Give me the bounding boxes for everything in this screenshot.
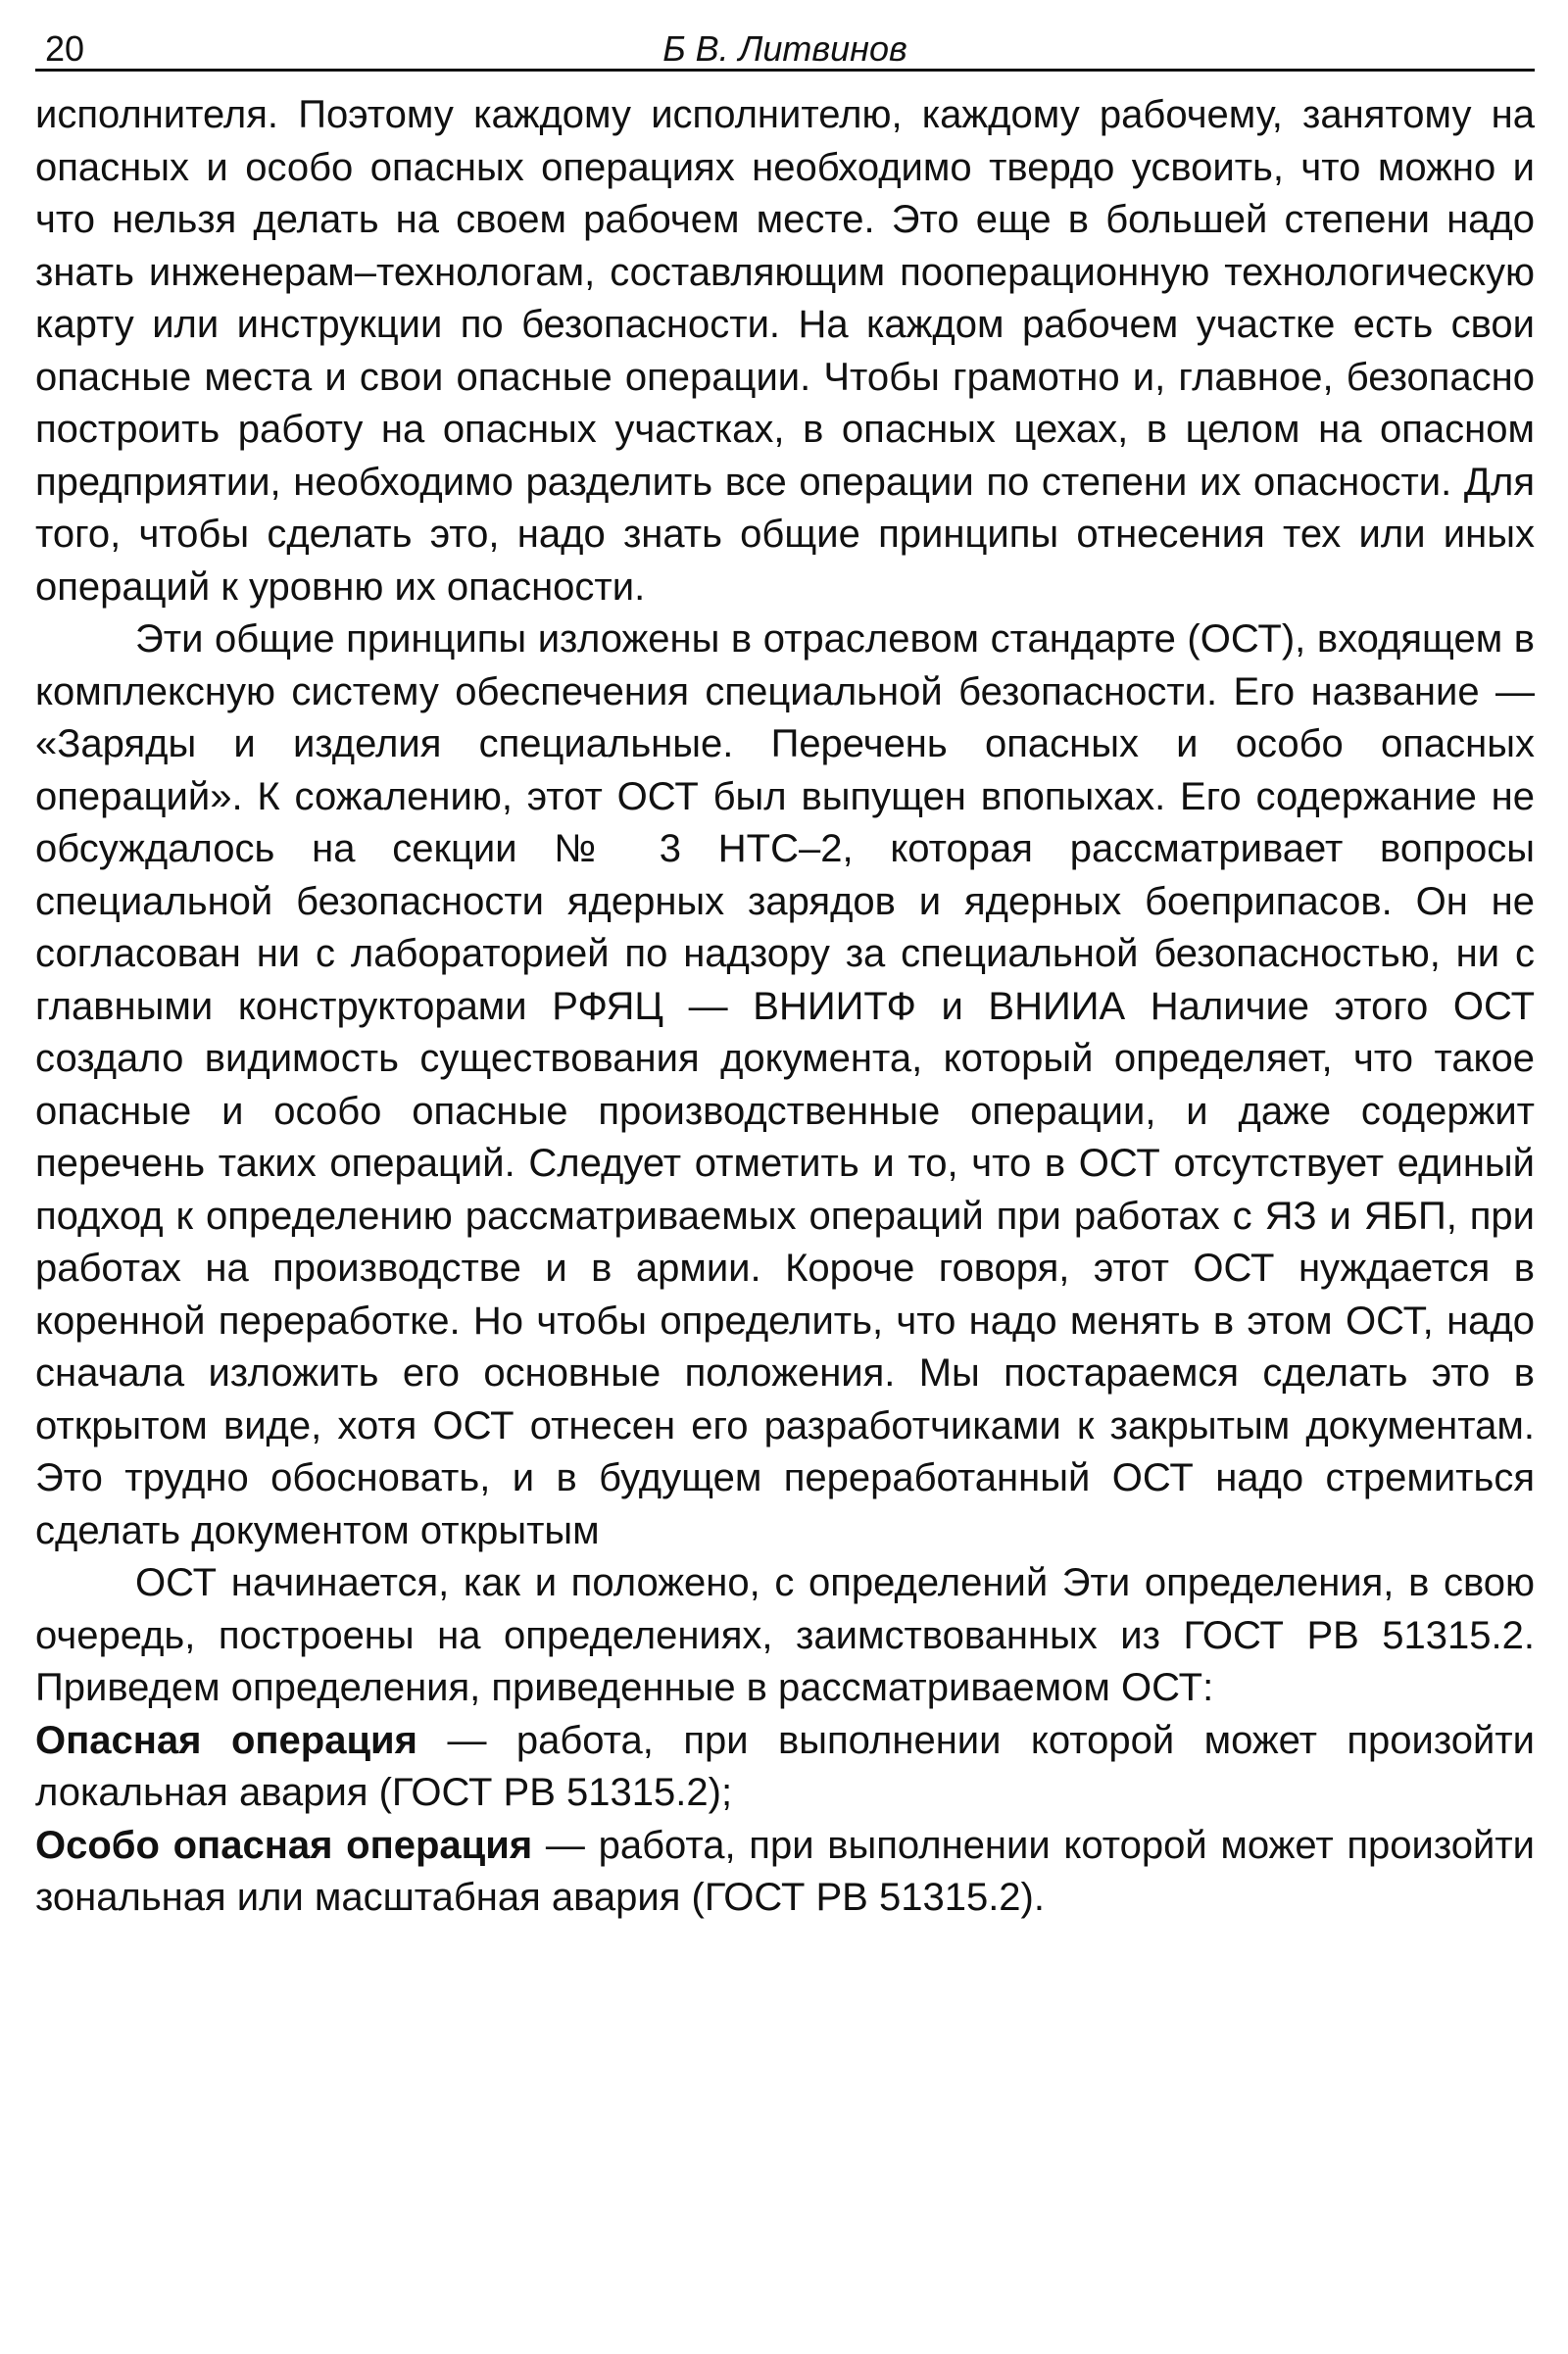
definition-term: Особо опасная операция <box>35 1823 533 1867</box>
definition-text: — работа, при выполнении которой может произойти зональная или масштабная авария (ГОСТ РВ 51315.2). <box>35 1823 1536 1919</box>
paragraph-ost-definitions: ОСТ начинается, как и положено, с определений Эти определения, в свою очередь, построены на определениях, заимствованных из ГОСТ РВ 51315.2. Приведем определения, приведенные в рассматриваемом ОСТ: <box>35 1561 1535 1709</box>
running-head <box>35 22 1535 72</box>
paragraph-continuation: исполнителя. Поэтому каждому исполнителю, каждому рабочему, занятому на опасных и особо опасных операциях необходимо твердо усвоить, что можно и что нельзя делать на своем рабочем месте. Это еще в большей степени надо знать инженерам–технологам, составляющим пооперационную технологическую карту или инструкции по безопасности. На каждом рабочем участке есть свои опасные места и свои опасные операции. Чтобы грамотно и, главное, безопасно построить работу на опасных участках, в опасных цехах, в целом на опасном предприятии, необходимо разделить все операции по степени их опасности. Для того, чтобы сделать это, надо знать общие принципы отнесения тех или иных операций к уровню их опасности. <box>35 93 1535 609</box>
definition-text: — работа, при выполнении которой может произойти локальная авария (ГОСТ РВ 51315.2); <box>35 1718 1535 1814</box>
paragraph-ost-principles: Эти общие принципы изложены в отраслевом стандарте (ОСТ), входящем в комплексную систему обеспечения специальной безопасности. Его название — «Заряды и изделия специальные. Перечень опасных и особо опасных операций». К сожалению, этот ОСТ был выпущен впопыхах. Его содержание не обсуждалось на секции № 3 НТС–2, которая рассматривает вопросы специальной безопасности ядерных зарядов и ядерных боеприпасов. Он не согласован ни с лабораторией по надзору за специальной безопасностью, ни с главными конструкторами РФЯЦ — ВНИИТФ и ВНИИА Наличие этого ОСТ создало видимость существования документа, который определяет, что такое опасные и особо опасные производственные операции, и даже содержит перечень таких операций. Следует отметить и то, что в ОСТ отсутствует единый подход к определению рассматриваемых операций при работах с ЯЗ и ЯБП, при работах на производстве и в армии. Короче говоря, этот ОСТ нуждается в коренной переработке. Но чтобы определить, что надо менять в этом ОСТ, надо сначала изложить его основные положения. Мы постараемся сделать это в открытом виде, хотя ОСТ отнесен его разработчиками к закрытым документам. Это трудно обосновать, и в будущем переработанный ОСТ надо стремиться сделать документом открытым <box>35 617 1535 1552</box>
definition-especially-dangerous-operation <box>35 1820 1535 1925</box>
body-text <box>35 89 1535 1925</box>
definition-dangerous-operation <box>35 1715 1535 1820</box>
document-page <box>35 22 1535 1925</box>
page-number: 20 <box>45 28 85 69</box>
definition-term: Опасная операция <box>35 1718 417 1762</box>
running-title: Б В. Литвинов <box>662 28 907 69</box>
